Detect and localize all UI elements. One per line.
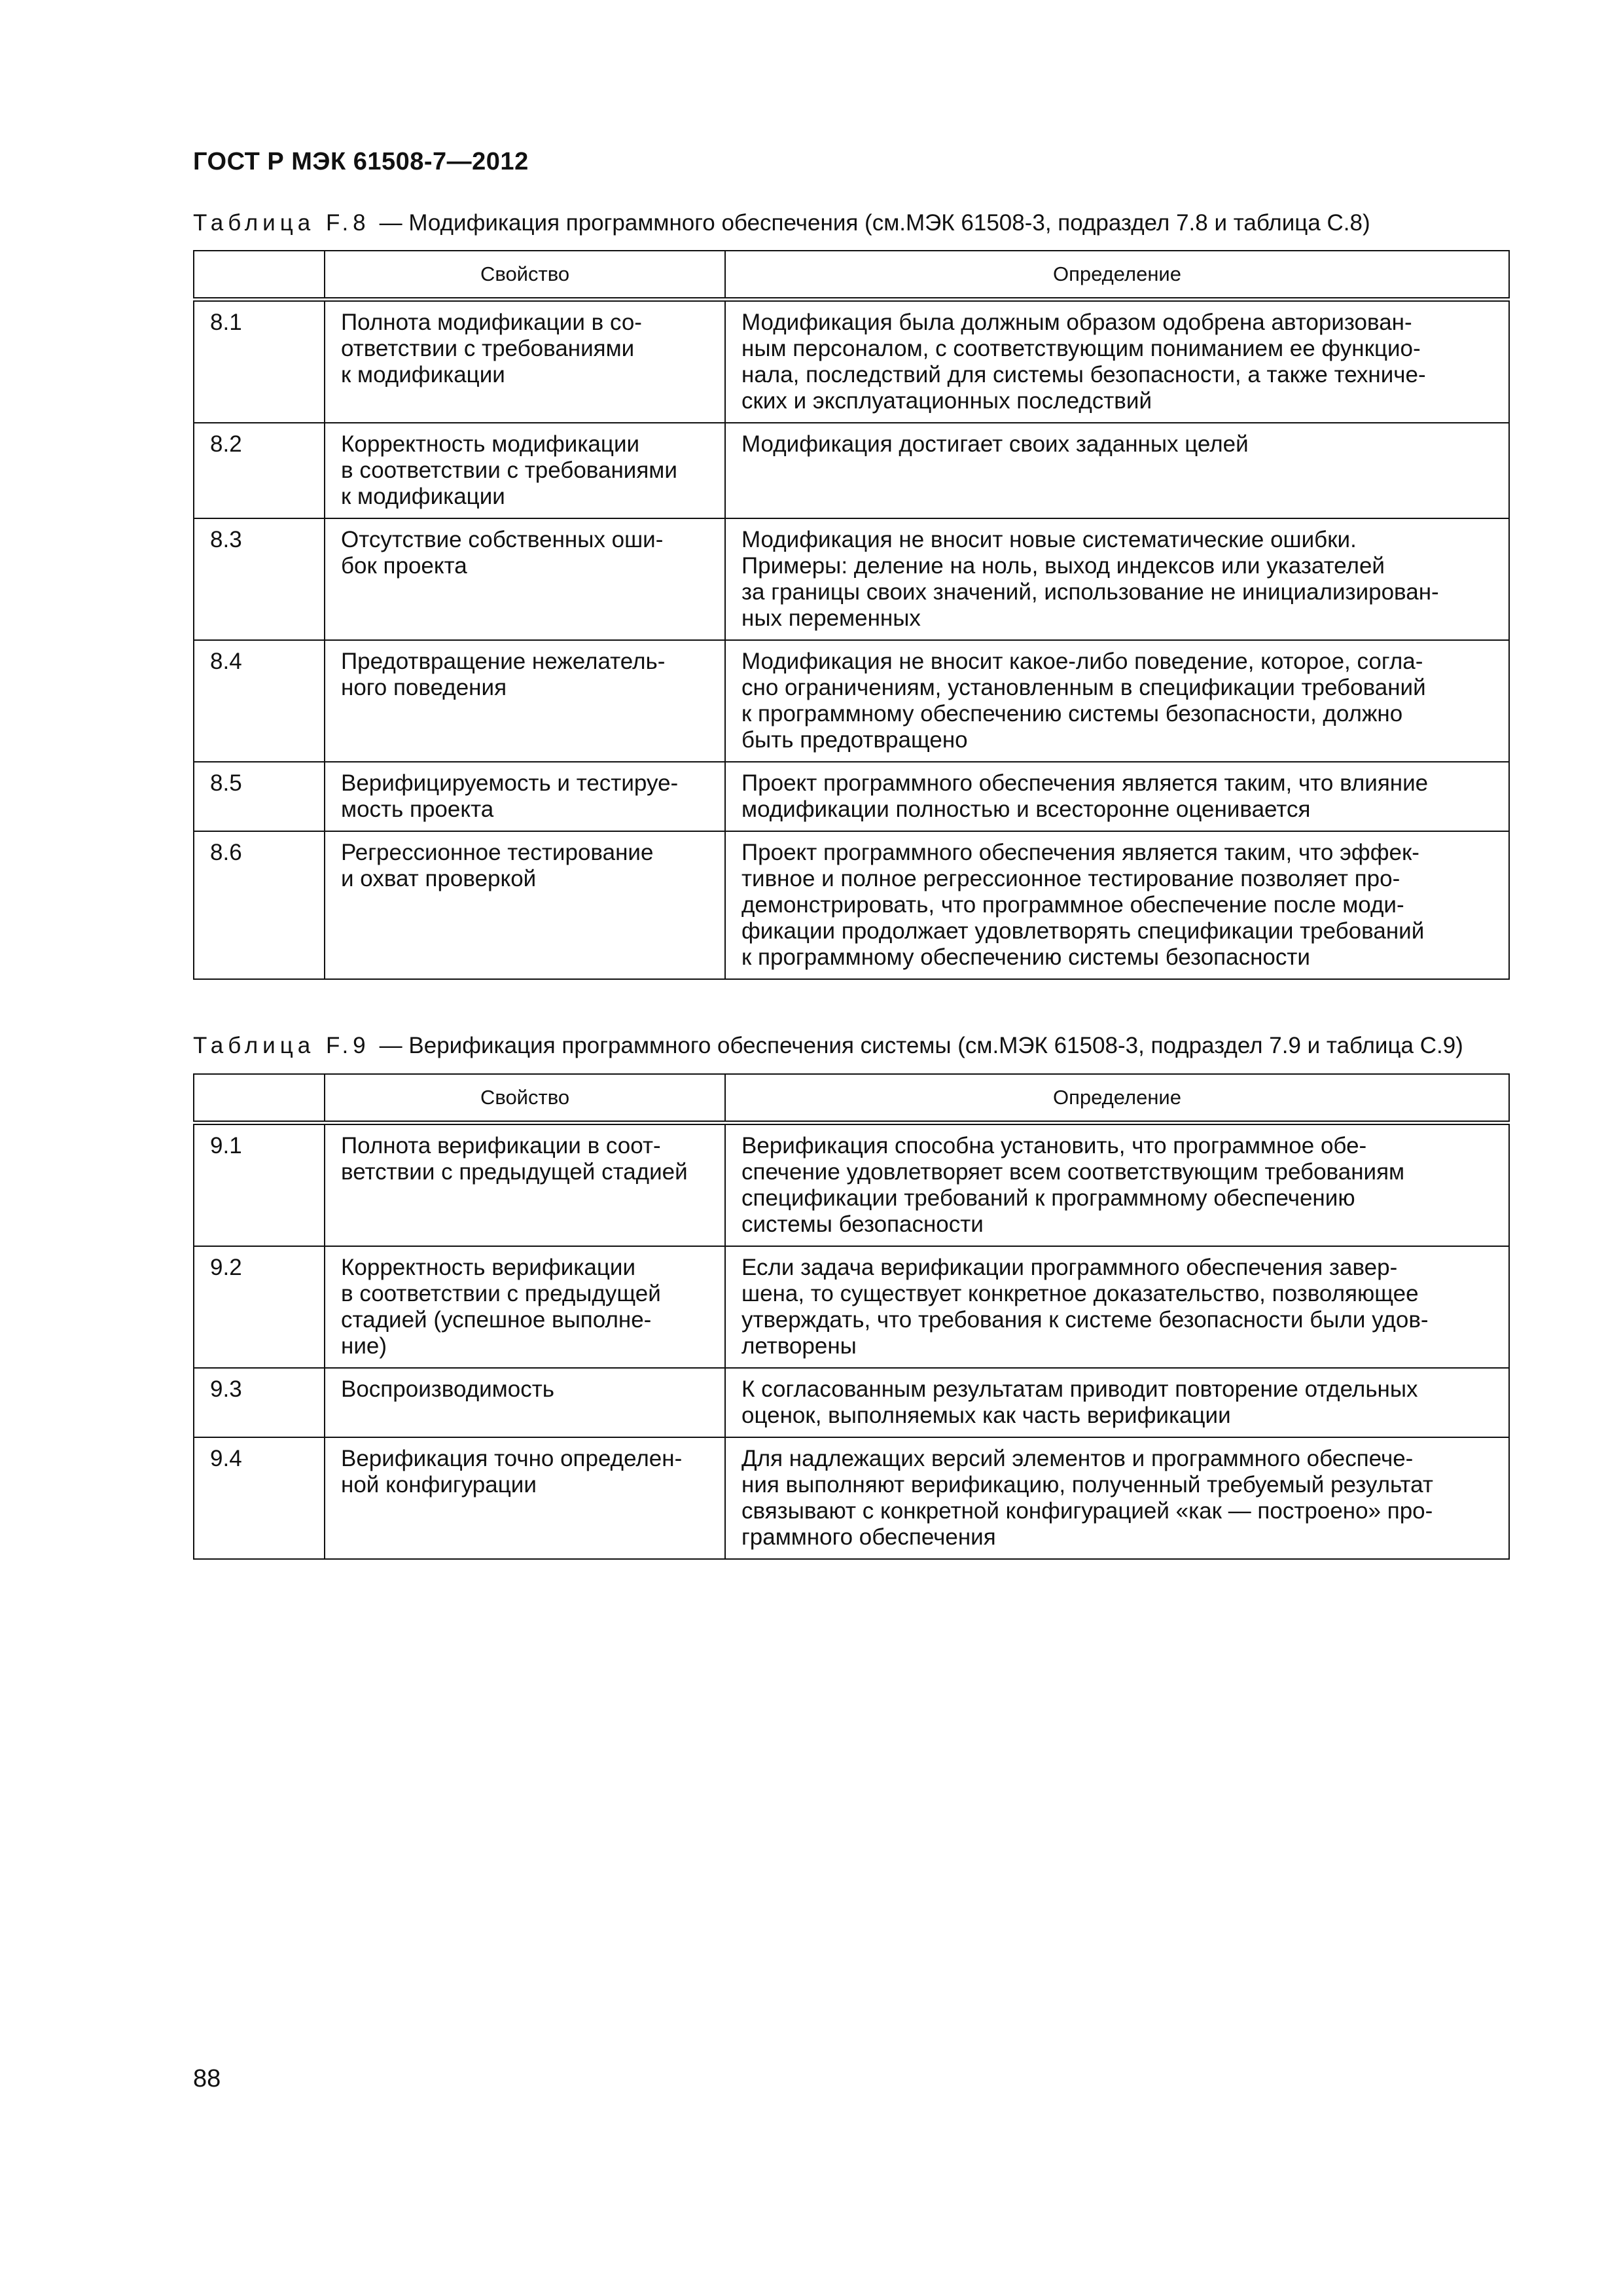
row-number: 8.1 [194,300,325,423]
table-row [194,1437,1509,1559]
row-definition: К согласованным результатам приводит повторение отдельных оценок, выполняемых как часть верификации [725,1368,1509,1437]
table-f8-caption-text: — Модификация программного обеспечения (см.МЭК 61508-3, подраздел 7.8 и таблица C.8) [379,210,1370,236]
row-property: Предотвращение нежелатель- ного поведения [325,640,725,762]
table-row [194,300,1509,423]
row-property: Воспроизводимость [325,1368,725,1437]
table-f9-header-blank [194,1074,325,1123]
row-property: Корректность модификации в соответствии с требованиями к модификации [325,423,725,518]
table-f8-header-blank [194,251,325,300]
table-f8-caption-label: Таблица F.8 [193,210,370,236]
table-f8-header-property: Свойство [325,251,725,300]
table-f9-header-property: Свойство [325,1074,725,1123]
table-f9-caption-text: — Верификация программного обеспечения системы (см.МЭК 61508-3, подраздел 7.9 и таблица C.9) [379,1033,1463,1058]
row-number: 8.5 [194,762,325,831]
row-definition: Проект программного обеспечения является таким, что эффек- тивное и полное регрессионное тестирование позволяет про- демонстрировать, что программное обеспечение после моди- фикации продолжает удовлетворять спецификации требований к программному обеспечению системы безопасности [725,831,1509,979]
table-f9-header-definition: Определение [725,1074,1509,1123]
row-property: Отсутствие собственных оши- бок проекта [325,518,725,640]
row-property: Верификация точно определен- ной конфигурации [325,1437,725,1559]
row-definition: Модификация не вносит новые систематические ошибки. Примеры: деление на ноль, выход индексов или указателей за границы своих значений, использование не инициализирован- ных переменных [725,518,1509,640]
row-number: 9.4 [194,1437,325,1559]
row-property: Регрессионное тестирование и охват проверкой [325,831,725,979]
row-property: Полнота верификации в соот- ветствии с предыдущей стадией [325,1123,725,1247]
table-f9-caption-label: Таблица F.9 [193,1033,370,1058]
row-number: 8.6 [194,831,325,979]
table-row [194,518,1509,640]
table-f9 [193,1073,1510,1560]
row-definition: Модификация была должным образом одобрена авторизован- ным персоналом, с соответствующим пониманием ее функцио- нала, последствий для системы безопасности, а также техниче- ских и эксплуатационных последствий [725,300,1509,423]
table-row [194,1246,1509,1368]
row-number: 8.3 [194,518,325,640]
table-f8-header-definition: Определение [725,251,1509,300]
row-number: 9.2 [194,1246,325,1368]
row-property: Полнота модификации в со- ответствии с требованиями к модификации [325,300,725,423]
row-property: Корректность верификации в соответствии с предыдущей стадией (успешное выполне- ние) [325,1246,725,1368]
page-number: 88 [193,2065,221,2092]
row-definition: Модификация не вносит какое-либо поведение, которое, согла- сно ограничениям, установленным в спецификации требований к программному обеспечению системы безопасности, должно быть предотвращено [725,640,1509,762]
table-f8-caption [193,209,1370,237]
table-f9-header-row [194,1074,1509,1123]
table-row [194,1123,1509,1247]
table-row [194,640,1509,762]
table-row [194,1368,1509,1437]
row-number: 8.4 [194,640,325,762]
row-definition: Для надлежащих версий элементов и программного обеспече- ния выполняют верификацию, полученный требуемый результат связывают с конкретной конфигурацией «как — построено» про- граммного обеспечения [725,1437,1509,1559]
table-f9-caption [193,1032,1463,1060]
row-definition: Если задача верификации программного обеспечения завер- шена, то существует конкретное доказательство, позволяющее утверждать, что требования к системе безопасности были удов- летворены [725,1246,1509,1368]
row-definition: Проект программного обеспечения является таким, что влияние модификации полностью и всесторонне оценивается [725,762,1509,831]
row-definition: Модификация достигает своих заданных целей [725,423,1509,518]
row-number: 9.1 [194,1123,325,1247]
table-row [194,762,1509,831]
row-number: 9.3 [194,1368,325,1437]
document-header: ГОСТ Р МЭК 61508-7—2012 [193,148,529,175]
row-property: Верифицируемость и тестируе- мость проекта [325,762,725,831]
table-row [194,831,1509,979]
table-f8-header-row [194,251,1509,300]
row-definition: Верификация способна установить, что программное обе- спечение удовлетворяет всем соответствующим требованиям спецификации требований к программному обеспечению системы безопасности [725,1123,1509,1247]
table-f8 [193,250,1510,980]
table-row [194,423,1509,518]
row-number: 8.2 [194,423,325,518]
